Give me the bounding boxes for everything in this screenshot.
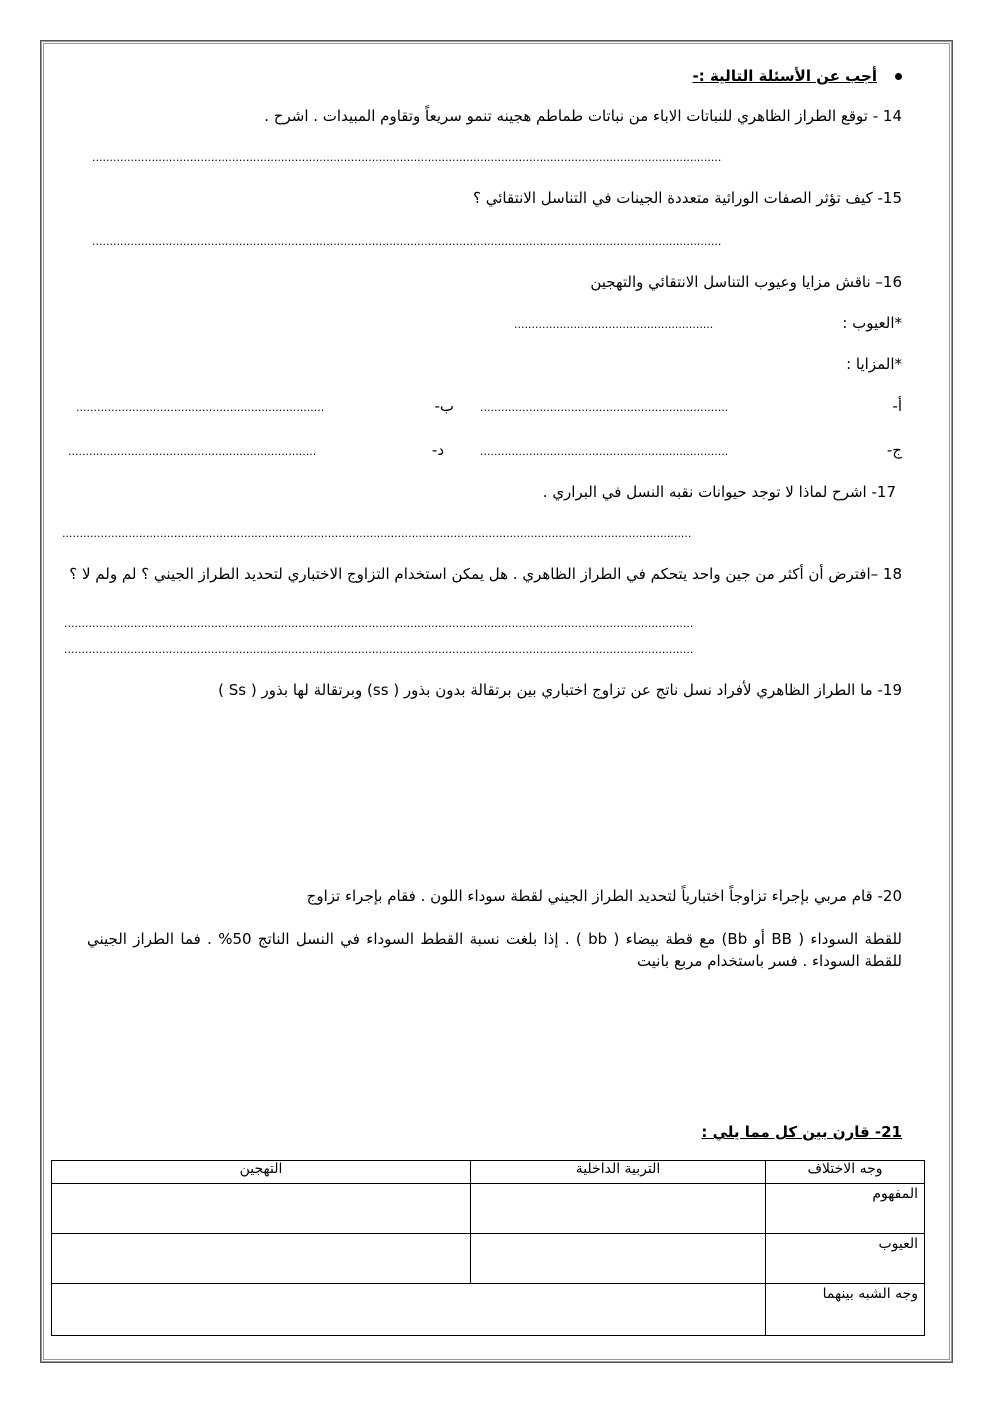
question-20-body: للقطة السوداء ( BB أو Bb) مع قطة بيضاء ( bb ) . إذا بلغت نسبة القطط السوداء في النسل الناتج 50% . فما الطراز الجيني للقطة السوداء . فسر باستخدام مربع بانيت xyxy=(87,930,902,970)
disadvantages-label: *العيوب : xyxy=(842,314,902,332)
question-21-title: 21- قارن بين كل مما يلي : xyxy=(701,1123,902,1141)
disadvantages-answer-line[interactable]: ......................................................... xyxy=(514,319,714,331)
item-c-label: ج- xyxy=(886,441,902,459)
cell-concept-hybridization[interactable] xyxy=(52,1184,471,1234)
question-16: 16– ناقش مزايا وعيوب التناسل الانتقائي والتهجين xyxy=(590,273,902,291)
answer-line-14[interactable]: .................................................................................................................................................................................... xyxy=(92,152,722,164)
item-d-label: د- xyxy=(431,441,444,459)
instructions-heading xyxy=(693,66,902,86)
header-inbreeding: التربية الداخلية xyxy=(471,1161,766,1184)
bullet-icon xyxy=(895,73,902,80)
header-hybridization: التهجين xyxy=(52,1161,471,1184)
answer-line-18b[interactable]: .................................................................................................................................................................................... xyxy=(64,644,694,656)
question-14: 14 - توقع الطراز الظاهري للنباتات الاباء من نباتات طماطم هجينه تنمو سريعاً وتقاوم المبيدات . اشرح . xyxy=(264,107,902,125)
question-19: 19- ما الطراز الظاهري لأفراد نسل ناتج عن تزاوج اختباري بين برتقالة بدون بذور ( ss) وبرتقالة لها بذور ( Ss ) xyxy=(218,681,902,699)
item-a-answer-line[interactable]: ....................................................................... xyxy=(480,402,729,414)
row-label-similarity: وجه الشبه بينهما xyxy=(766,1284,925,1336)
question-20: 20- قام مربي بإجراء تزاوجاً اختبارياً لتحديد الطراز الجيني لقطة سوداء اللون . فقام بإجراء تزاوج xyxy=(306,887,902,905)
row-label-concept: المفهوم xyxy=(766,1184,925,1234)
answer-line-18a[interactable]: .................................................................................................................................................................................... xyxy=(64,618,694,630)
item-d-answer-line[interactable]: ....................................................................... xyxy=(68,446,317,458)
comparison-table xyxy=(51,1160,925,1336)
item-b-label: ب- xyxy=(434,397,454,415)
question-15: 15- كيف تؤثر الصفات الوراثية متعددة الجينات في التناسل الانتقائي ؟ xyxy=(473,189,902,207)
item-b-answer-line[interactable]: ....................................................................... xyxy=(76,402,325,414)
cell-defects-inbreeding[interactable] xyxy=(471,1234,766,1284)
cell-similarity[interactable] xyxy=(52,1284,766,1336)
advantages-label: *المزايا : xyxy=(846,355,902,373)
cell-defects-hybridization[interactable] xyxy=(52,1234,471,1284)
answer-line-17[interactable]: .................................................................................................................................................................................... xyxy=(62,528,692,540)
cell-concept-inbreeding[interactable] xyxy=(471,1184,766,1234)
answer-line-15[interactable]: .................................................................................................................................................................................... xyxy=(92,236,722,248)
question-17: 17- اشرح لماذا لا توجد حيوانات نقبه النسل في البراري . xyxy=(542,483,896,501)
row-label-defects: العيوب xyxy=(766,1234,925,1284)
instructions-text: أجب عن الأسئلة التالية :- xyxy=(692,67,877,85)
item-a-label: أ- xyxy=(892,397,902,415)
header-difference: وجه الاختلاف xyxy=(766,1161,925,1184)
item-c-answer-line[interactable]: ....................................................................... xyxy=(480,446,729,458)
question-18: 18 –افترض أن أكثر من جين واحد يتحكم في الطراز الظاهري . هل يمكن استخدام التزاوج الاختباري لتحديد الطراز الجيني ؟ لم ولم لا ؟ xyxy=(69,565,902,583)
